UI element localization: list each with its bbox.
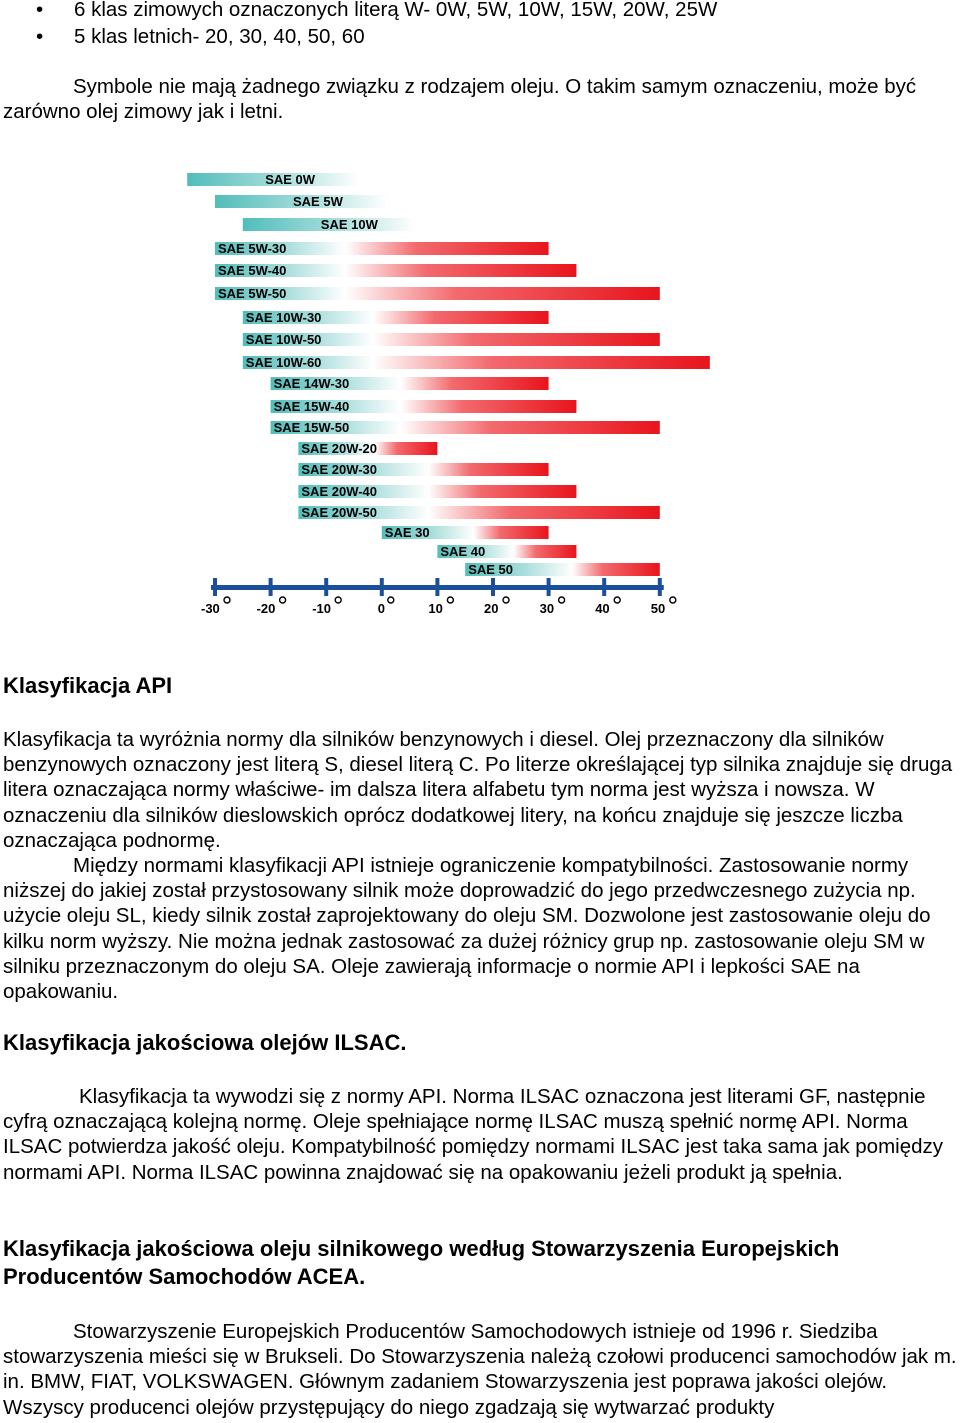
bar-sae-15w-50 [271,420,660,435]
degree-icon [614,597,620,603]
bar-label: SAE 20W-20 [301,441,378,456]
bar-label: SAE 20W-30 [301,462,378,477]
bar-sae-20w-20 [298,441,437,456]
axis-tick-label: -30 [201,601,220,616]
api-paragraph-1: Klasyfikacja ta wyróżnia normy dla silników benzynowych i diesel. Olej przeznaczony dla silników benzynowych oznaczony jest literą S, diesel literą C. Po literze określającej typ silnika znajduje się druga litera oznaczająca normy właściwe- im dalsza litera alfabetu tym norma jest wyższa i nowsza. W oznaczeniu dla silników dieslowskich oprócz dodatkowej litery, na końcu znajduje się jeszcze liczba oznaczająca podnormę. [3,728,953,852]
axis-tick [269,578,273,596]
bar-hot-range [401,377,549,390]
bar-label: SAE 5W-50 [218,286,287,301]
axis-tick [435,578,439,596]
bar-label: SAE 10W-50 [245,332,322,347]
bar-sae-40 [437,544,576,559]
sae-viscosity-chart [0,160,960,630]
bar-sae-5w-40 [215,263,576,278]
bar-sae-10w-50 [243,332,660,347]
bar-label: SAE 5W-30 [218,241,287,256]
acea-heading-line-1: Klasyfikacja jakościowa oleju silnikowego według Stowarzyszenia Europejskich [3,1236,840,1261]
bar-label: SAE 20W-50 [301,505,378,520]
bar-label: SAE 5W-40 [218,263,287,278]
axis-tick-label: 0 [377,601,386,616]
ilsac-paragraph: Klasyfikacja ta wywodzi się z normy API. Norma ILSAC oznaczona jest literami GF, następnie cyfrą oznaczającą kolejną normę. Oleje spełniające normę ILSAC muszą spełnić normę API. Norma ILSAC potwierdza jakość oleju. Kompatybilność pomiędzy normami ILSAC jest taka sama jak pomiędzy normami API. Norma ILSAC powinna znajdować się na opakowaniu jeżeli produkt ją spełnia. [3,1085,943,1184]
bar-sae-5w [215,194,387,209]
ilsac-heading: Klasyfikacja jakościowa olejów ILSAC. [3,1030,407,1055]
bar-label: SAE 15W-40 [273,399,350,414]
axis-tick-label: 50 [650,601,666,616]
bar-sae-14w-30 [271,376,549,391]
bar-label: SAE 0W [265,172,316,187]
summer-classes-text: 5 klas letnich- 20, 30, 40, 50, 60 [74,25,365,48]
bar-label: SAE 10W-60 [245,355,322,370]
bar-label: SAE 20W-40 [301,484,378,499]
api-heading: Klasyfikacja API [3,673,173,698]
bar-hot-range [345,287,660,300]
list-item [0,0,717,24]
degree-icon [503,597,509,603]
bar-hot-range [428,506,659,519]
winter-classes-text: 6 klas zimowych oznaczonych literą W- 0W, 5W, 10W, 15W, 20W, 25W [74,0,718,21]
degree-icon [388,597,394,603]
bullet-icon: • [36,25,44,48]
degree-icon [447,597,453,603]
bar-sae-5w-50 [215,286,660,301]
degree-icon [280,597,286,603]
bar-hot-range [514,545,577,558]
bar-hot-range [428,485,576,498]
bar-label: SAE 30 [384,525,430,540]
degree-icon [335,597,341,603]
axis-tick [213,578,217,596]
bar-sae-0w [187,172,359,187]
axis-tick-label: 30 [539,601,555,616]
axis-tick-label: 20 [484,601,499,616]
bar-sae-20w-40 [298,484,576,499]
axis-tick-label: -20 [256,601,276,616]
chart-bars [187,172,710,577]
bar-label: SAE 5W [293,194,343,209]
axis-tick [380,578,384,596]
bar-sae-10w [243,217,415,232]
bar-sae-20w-50 [298,505,659,520]
bar-hot-range [373,333,660,346]
axis-tick [491,578,495,596]
bar-hot-range [373,356,710,369]
bullet-icon: • [36,0,44,21]
bar-sae-10w-60 [243,355,710,370]
bar-hot-range [345,264,576,277]
axis-tick [547,578,551,596]
temperature-axis [201,578,676,616]
bar-hot-range [375,442,438,455]
axis-tick [602,578,606,596]
list-item [0,24,717,51]
axis-tick-label: 40 [595,601,610,616]
bar-label: SAE 50 [468,562,514,577]
bar-hot-range [428,463,548,476]
acea-paragraph: Stowarzyszenie Europejskich Producentów Samochodowych istnieje od 1996 r. Siedziba stowarzyszenia mieści się w Brukseli. Do Stowarzyszenia należą czołowi producenci samochodów jak m. in. BMW, FIAT, VOLKSWAGEN. Głównym zadaniem Stowarzyszenia jest poprawa jakości olejów. Wszyscy producenci olejów przystępujący do niego zgadzają się wytwarzać produkty [3,1320,957,1419]
bar-sae-5w-30 [215,241,549,256]
axis-tick [658,578,662,596]
bar-hot-range [572,563,660,576]
bar-hot-range [373,311,549,324]
viscosity-class-list [0,0,717,51]
intro-paragraph: Symbole nie mają żadnego związku z rodzajem oleju. O takim samym oznaczeniu, może być zarówno olej zimowy jak i letni. [3,75,917,124]
degree-icon [670,597,676,603]
axis-tick-label: -10 [312,601,331,616]
bar-sae-15w-40 [271,399,577,414]
bar-label: SAE 15W-50 [273,420,350,435]
bar-hot-range [401,400,577,413]
axis-tick-label: 10 [428,601,443,616]
bar-label: SAE 10W-30 [245,310,322,325]
api-paragraph-2: Między normami klasyfikacji API istnieje ograniczenie kompatybilności. Zastosowanie normy niższej do jakiej został przystosowany silnik może doprowadzić do jego przedwczesnego zużycia np. użycie oleju SL, kiedy silnik został zaprojektowany do oleju SM. Dozwolone jest zastosowanie oleju do kilku norm wyższy. Nie można jednak zastosować za dużej różnicy grup np. zastosowanie oleju SM w silniku przeznaczonym do oleju SA. Oleje zawierają informacje o normie API i lepkości SAE na opakowaniu. [3,854,931,1004]
bar-sae-10w-30 [243,310,549,325]
bar-label: SAE 10W [320,217,378,232]
bar-label: SAE 14W-30 [273,376,350,391]
axis-tick [324,578,328,596]
degree-icon [224,597,230,603]
degree-icon [559,597,565,603]
bar-sae-20w-30 [298,462,548,477]
bar-label: SAE 40 [440,544,486,559]
bar-hot-range [474,526,549,539]
bar-hot-range [401,421,660,434]
bar-sae-50 [465,562,660,577]
bar-hot-range [345,242,549,255]
bar-sae-30 [382,525,549,540]
acea-heading-line-2: Producentów Samochodów ACEA. [3,1264,366,1289]
